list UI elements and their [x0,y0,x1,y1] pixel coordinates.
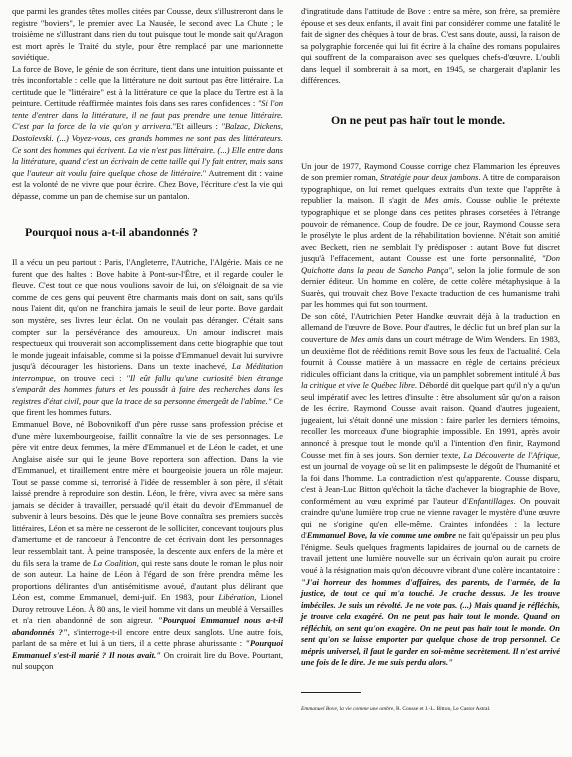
quote-italic: "Il eût fallu qu'une curiosité bien étrange s'emparât des hommes futurs et les poussât à faire des recherches dans les registres d'état civil, pour que la trace de sa personne émergeât de l'abîme." [12,372,283,406]
book-title: À bas la critique et vive le Québec libre [301,368,561,391]
book-title: Mes amis [424,195,460,206]
section-heading: On ne peut pas haïr tout le monde. [331,112,506,127]
book-title: La Découverte de l'Afrique [463,449,558,460]
book-title: Mes amis [350,334,384,345]
quote-bold: "Pourquoi Emmanuel nous a-t-il abandonnés ?" [12,615,283,637]
quote-bold: "Pourquoi Emmanuel s'est-il marié ? Il nous avait." [12,638,283,660]
quote-italic: "Don Quichotte dans la peau de Sancho Pança" [301,253,560,275]
left-column [12,6,283,673]
book-title: Emmanuel Bove, la vie comme une ombre [306,530,456,541]
book-title: Enfantillages [468,495,514,506]
right-intro-paragraph: d'ingratitude dans l'attitude de Bove : entre sa mère, son frère, sa première épouse et ses deux enfants, il avait fini par considérer comme une fatalité le fait de signer des chèques à tour de bras. C'est sans doute, aussi, la raison de sa polygraphie forcenée qui lui fit écrire à la chaîne des romans populaires qui souffrent de la comparaison avec ses quelques chefs-d'œuvre. L'oubli dans lequel il sombrerait à sa mort, en 1945, se chargerait d'aplanir les différences. [301,6,560,86]
publication-title: Libération [218,592,255,603]
quote-bold: "J'ai horreur des hommes d'affaires, des parents, de l'armée, de la justice, de tout ce qui m'a touché. Je crache dessus. Je les trouve imbéciles. Je suis un révolté. Je ne vote pas. (...) Mais quand je réfléchis, je trouve cela exagéré. On ne peut pas haïr tout le monde. Quand on réfléchit, on sent qu'on exagère. On ne peut pas haïr tout le monde. On sent qu'on se laisse emporter par quelque chose de trop personnel. Ce mépris universel, il faut le garder en soi-même secrètement. Il n'est arrivé une fois de le dire. Je me suis perdu alors." [301,576,560,668]
right-column [301,6,560,713]
left-paragraph-1: La force de Bove, le génie de son écriture, tient dans une intuition puissante et très inconfortable : celle que la littérature ne doit surtout pas être littéraire. La certitude que le "littéraire" est à la littérature ce que la place du Tertre est à la peinture. Certitude réaffirmée maintes fois dans ses rares confidences : "Si l'on tente d'entrer dans la littérature, il ne faut pas prendre une tenue littéraire. C'est par la force de la vie qu'on y arrivera."Et ailleurs : "Balzac, Dickens, Dostoïevski. (...) Voyez-vous, ces grands hommes ne sont pas des littérateurs. Ce sont des hommes qui écrivent. La vie n'est pas littéraire. (...) Elle entre dans la littérature, quand c'est un écrivain de cette taille qui l'y fait entrer, mais sans que l'auteur ait voulu faire quelque chose de littéraire." Autrement dit : vaine est la volonté de ne vivre que pour écrire. Chez Bove, l'écriture c'est la vie qui dépasse, comme un pan de chemise sur un pantalon. [12,63,283,201]
right-paragraph-2: De son côté, l'Autrichien Peter Handke œuvrait déjà à la traduction en allemand de l'œuvre de Bove. Pour d'autres, le déclic fut un bref plan sur la couverture de Mes amis dans un court métrage de Wim Wenders. En 1983, un deuxième flot de rééditions remit Bove sous les feux de l'actualité. Cela fournit à Cousse matière à un massacre en règle de certains précieux ridicules officiant dans la critique, via un pamphlet sobrement intitulé À bas la critique et vive le Québec libre. Débordé dit quelque part qu'il n'y a qu'un seul impératif avec les lettres d'insulte : être absolument sûr qu'on a raison de les écrire. Raymond Cousse avait raison. Quand d'autres jugeaient, jugeaient, lui s'était donné une mission : faire parler les derniers témoins, recoller les morceaux d'une biographie impossible. En 1991, après avoir annoncé à presque tout le monde qu'il a l'intention d'en finir, Raymond Cousse met fin à ses jours. Son dernier texte, La Découverte de l'Afrique, est un journal de voyage où se lit en palimpseste le dégoût de l'humanité et la foi dans l'homme. La contradiction n'est qu'apparente. Cousse disparu, c'est à Jean-Luc Bitton qu'échoit la tâche d'achever la biographie de Bove, conformément au vœu exprimé par l'auteur d'Enfantillages. On pouvait craindre qu'une lumière trop crue ne vienne ravager le mystère d'une œuvre qui ne s'origine qu'en elle-même. Craintes infondées : la lecture d'Emmanuel Bove, la vie comme une ombre ne fait qu'épaissir un peu plus l'énigme. Seuls quelques fragments lapidaires de journal ou de carnets de travail jettent une lumière nouvelle sur un écrivain qu'on aurait pu croire voué à la résignation mais qu'on découvre vibrant d'une colère incantatoire : "J'ai horreur des hommes d'affaires, des parents, de l'armée, de la justice, de tout ce qui m'a touché. Je crache dessus. Je les trouve imbéciles. Je suis un révolté. Je ne vote pas. (...) Mais quand je réfléchis, je trouve cela exagéré. On ne peut pas haïr tout le monde. Quand on réfléchit, on sent qu'on exagère. On ne peut pas haïr tout le monde. On sent qu'on se laisse emporter par quelque chose de trop personnel. Ce mépris universel, il faut le garder en soi-même secrètement. Il n'est arrivé une fois de le dire. Je me suis perdu alors." [301,310,561,668]
right-paragraph-1: Un jour de 1977, Raymond Cousse corrige chez Flammarion les épreuves de son premier roman, Stratégie pour deux jambons. A titre de comparaison typographique, on lui remet quelques extraits d'un texte que l'apprête à republier la maison. Il s'agit de Mes amis. Cousse oublie le prétexte typographique et se plonge dans ces petites phrases corsetées à l'étrange pouvoir de rémanence. Coup de foudre. De ce jour, Raymond Cousse sera le prosélyte le plus ardent de la réhabilitation bovienne. N'était son amitié avec Beckett, rien ne semblait l'y prédisposer : autant Bove fut discret jusqu'à l'effacement, autant Cousse est une forte personnalité, "Don Quichotte dans la peau de Sancho Pança", selon la jolie formule de son dernier éditeur. Un homme en colère, de cette colère métaphysique à la Suarès, qui trouvait chez Bove l'exacte traduction de ces humanisme trahi par les hommes qui fut son tourment. [301,160,561,310]
footnote-rule [301,692,361,693]
left-intro-paragraph: que parmi les grandes têtes molles citées par Cousse, deux s'illustreront dans le registre "boviers", le premier avec La Nausée, le second avec La Chute ; le troisième ne s'illustrant dans rien du tout puisque tout le monde sait qu'Aragon est mort après le Traité du style, pour être remplacé par une marionnette soviétique. [12,6,283,63]
section-heading: Pourquoi nous a-t-il abandonnés ? [25,225,198,240]
left-paragraph-3: Emmanuel Bove, né Bobovnikoff d'un père russe sans profession précise et d'une mère luxembourgeoise, faillit connaître la vie de ses personnages. Le père vit entre deux femmes, la mère d'Emmanuel et de Léon le cadet, et une Anglaise aisée sur qui le jeune Bove reportera son affection. Dans la vie d'Emmanuel, et tiraillement entre mère et bourgeoisie jouera un rôle majeur. Tout se passe comme si, terrorisé à l'idée de ressembler à son père, il s'était laissé prendre à reproduire son destin. Léon, le frère, vivra avec sa mère sans jamais se décider à travailler, persuadé qu'il était du devoir d'Emmanuel de subvenir à leurs besoins. Dès que le jeune Bove connaîtra ses premiers succès littéraires, Léon et sa mère ne cesseront de le solliciter, concevant toujours plus d'amertume et de rancoeur à l'encontre de cet écrivain dont les personnages leur ressemblait tant. À peine transposée, la descente aux enfers de la mère et du fils sera la trame de La Coalition, qui reste sans doute le roman le plus noir de son auteur. La haine de Léon à l'égard de son frère prendra même les proportions délirantes d'un antisémitisme avoué, d'autant plus délirant que Léon est, comme Emmanuel, demi-juif. En 1983, pour Libération, Lionel Duroy retrouve Léon. À 80 ans, le vieil homme vit dans un meublé à Versailles et n'a rien abandonné de son aigreur. "Pourquoi Emmanuel nous a-t-il abandonnés ?", s'interroge-t-il encore entre deux sanglots. Une autre fois, parlant de sa mère et lui à un tiers, il a cette phrase ahurissante : "Pourquoi Emmanuel s'est-il marié ? Il nous avait." On croirait lire du Bove. Pourtant, nul soupçon [12,418,284,672]
book-title: La Méditation interrompue [12,361,283,383]
left-paragraph-2: Il a vécu un peu partout : Paris, l'Angleterre, l'Autriche, l'Algérie. Mais ce ne furent que des haltes : Bove habite à Pont-sur-l'Être, et il regarde couler le fleuve. C'est tout ce que nous voulions savoir de lui, on s'éloignait de sa vie comme de ces gens qui peuvent être charmants mais dont on sait, sans qu'ils nous l'aient dit, qu'on ne franchira jamais le seuil de leur porte. Bove gardait son mystère, ses livres leur éclat. On ne voulait pas déranger. C'était sans compter sur la persévérance des amoureux. Un amour indiscret mais respectueux qui trouverait son accomplissement dans cette biographie que tout le monde jugeait infaisable, comme si la poisse d'Emmanuel devait lui survivre jusqu'à décourager les historiens. Dans un texte inachevé, La Méditation interrompue, on trouve ceci : "Il eût fallu qu'une curiosité bien étrange s'emparât des hommes futurs et les poussât à faire des recherches dans les registres d'état civil, pour que la trace de sa personne émergeât de l'abîme." Ce que firent les hommes futurs. [12,257,283,418]
quote-italic: "Balzac, Dickens, Dostoïevski. (...) Voyez-vous, ces grands hommes ne sont pas des littérateurs. Ce sont des hommes qui écrivent. La vie n'est pas littéraire. (...) Elle entre dans la littérature, quand c'est un écrivain de cette taille qui l'y fait entrer, mais sans que l'auteur ait voulu faire quelque chose de littéraire. [12,121,283,178]
footnote: Emmanuel Bove, la vie comme une ombre, R. Cousse et J.-L. Bitton, Le Castor Astral. [301,705,491,712]
book-title: Stratégie pour deux jambons [380,172,479,183]
quote-italic: "Si l'on tente d'entrer dans la littérature, il ne faut pas prendre une tenue littéraire. C'est par la force de la vie qu'on y arrivera. [12,98,283,132]
book-title: La Coalition [93,557,137,568]
